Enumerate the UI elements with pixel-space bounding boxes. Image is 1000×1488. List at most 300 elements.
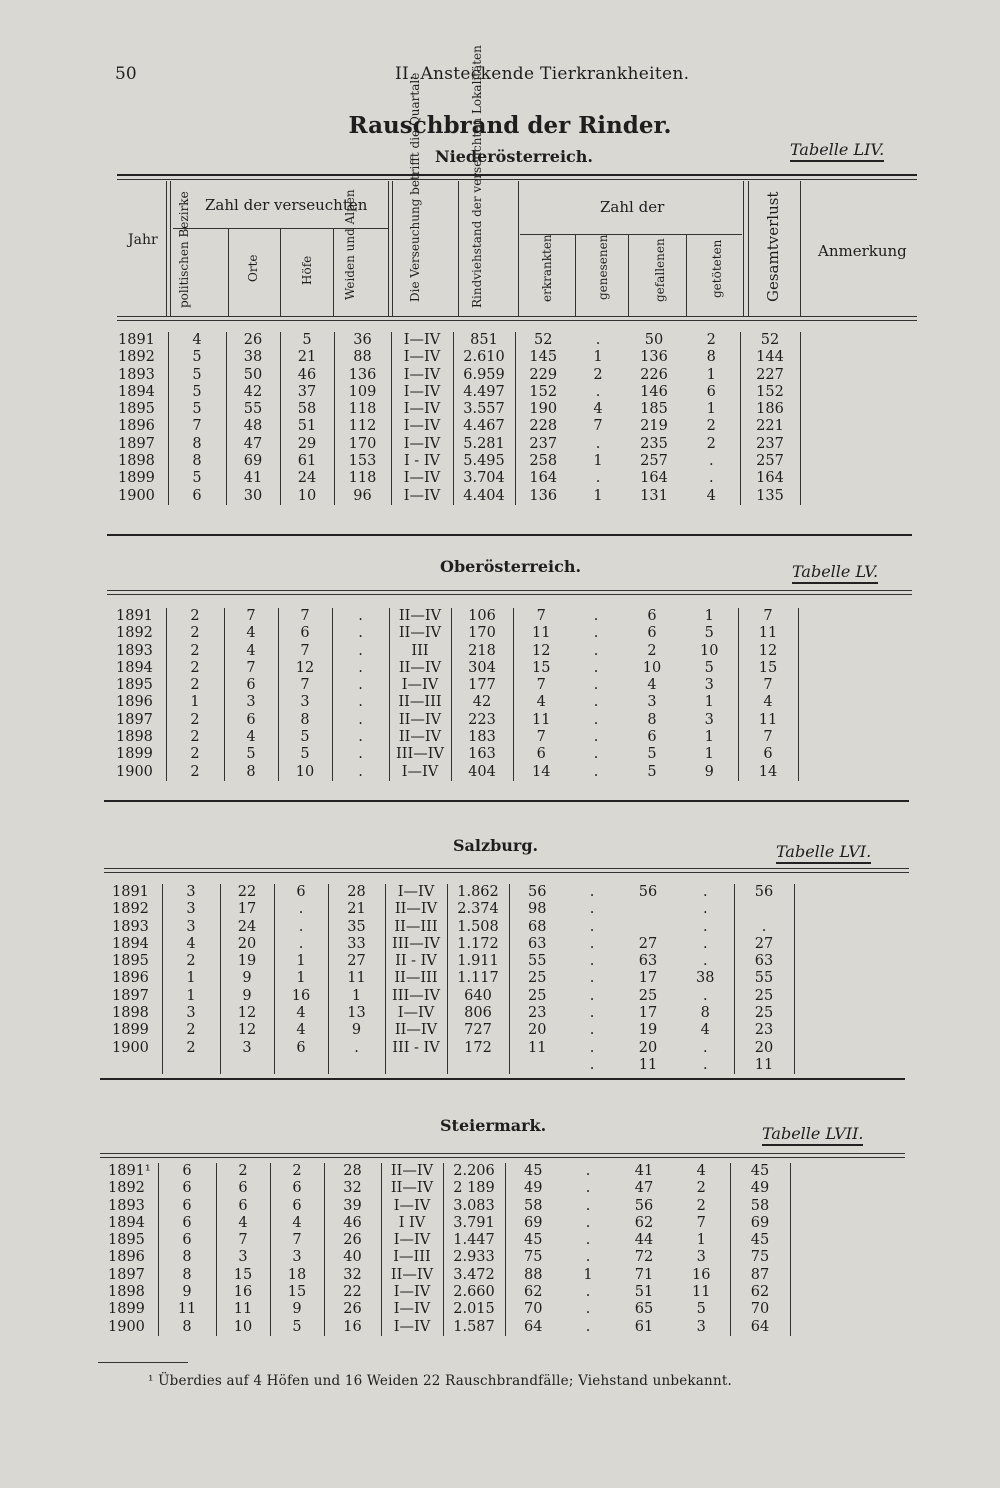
cell-gefallenen: 19: [638, 1022, 658, 1039]
cell-year: 1893: [104, 919, 162, 936]
cell-rindviehstand: 183: [451, 729, 513, 746]
cell-gesamtverlust: 20: [734, 1040, 794, 1057]
cell-weiden-alpen: 27: [328, 953, 385, 970]
cell-erkrankten: 75: [524, 1249, 543, 1266]
cell-gesamtverlust: 11: [738, 625, 798, 642]
cell-gesamtverlust: 75: [730, 1249, 790, 1266]
table-steiermark: [100, 1163, 791, 1336]
cell-gefallenen: 62: [634, 1214, 654, 1231]
cell-genesenen: .: [585, 1318, 591, 1335]
cell-orte: 41: [226, 470, 280, 487]
cell-orte: 6: [216, 1198, 270, 1215]
cell-hoefe: .: [274, 919, 328, 936]
cell-hoefe: 18: [270, 1267, 324, 1284]
cell-getoeteten: 5: [681, 660, 738, 677]
cell-genesenen: .: [593, 608, 599, 624]
cell-gefallenen: 47: [634, 1180, 654, 1197]
cell-genesenen: .: [593, 625, 599, 642]
cell-rindviehstand: 1.117: [447, 970, 509, 987]
header-vline: [628, 234, 629, 316]
cell-weiden-alpen: .: [328, 1040, 385, 1057]
table-label-lvii: Tabelle LVII.: [762, 1124, 863, 1146]
cell-gesamtverlust: 186: [740, 401, 800, 418]
cell-weiden-alpen: 32: [324, 1267, 381, 1284]
cell-politische-bezirke: 9: [158, 1284, 216, 1301]
header-getoeteten: getöteten: [710, 239, 724, 298]
cell-weiden-alpen: 88: [334, 349, 391, 366]
section-rule-3: [100, 1078, 905, 1080]
cell-rindviehstand: 4.497: [453, 384, 515, 401]
table-row: [104, 1040, 794, 1057]
cell-erkrankten: 11: [532, 625, 551, 642]
table-row: [100, 1198, 790, 1215]
cell-getoeteten: 1: [681, 608, 738, 625]
cell-orte: 4: [224, 729, 278, 746]
cell-weiden-alpen: .: [332, 746, 389, 763]
cell-rindviehstand: 2.610: [453, 349, 515, 366]
cell-erkrankten: 229: [529, 366, 558, 383]
table-row: [104, 1057, 794, 1074]
cell-rindviehstand: 2.206: [443, 1163, 505, 1180]
cell-gefallenen: 5: [647, 746, 657, 763]
cell-erkrankten: 11: [532, 711, 551, 728]
table-row: [104, 884, 794, 901]
cell-getoeteten: 4: [673, 1163, 730, 1180]
cell-gefallenen: 41: [634, 1163, 654, 1179]
header-bottom-rule: [117, 316, 917, 317]
cell-politische-bezirke: 6: [158, 1198, 216, 1215]
cell-quartale: II - IV: [385, 953, 447, 970]
cell-erkrankten: 6: [536, 746, 546, 763]
cell-year: 1895: [108, 677, 166, 694]
cell-orte: 3: [220, 1040, 274, 1057]
cell-gefallenen: [619, 919, 677, 936]
cell-erkrankten: 98: [528, 901, 547, 918]
cell-erkrankten: 64: [524, 1318, 543, 1335]
table-row: [108, 677, 798, 694]
cell-rindviehstand: 3.557: [453, 401, 515, 418]
cell-rindviehstand: 172: [447, 1040, 509, 1057]
cell-year: 1891: [110, 332, 168, 349]
section-title-steiermark: Steiermark.: [440, 1116, 547, 1135]
table-row: [108, 660, 798, 677]
cell-politische-bezirke: 7: [168, 418, 226, 435]
section-rule-3b: [100, 1153, 905, 1154]
cell-hoefe: 29: [280, 436, 334, 453]
cell-orte: 12: [220, 1022, 274, 1039]
cell-quartale: II—III: [385, 970, 447, 987]
cell-year: 1896: [100, 1249, 158, 1266]
cell-orte: 4: [216, 1215, 270, 1232]
cell-gesamtverlust: 135: [740, 488, 800, 505]
cell-weiden-alpen: 109: [334, 384, 391, 401]
cell-hoefe: 7: [278, 643, 332, 660]
cell-rindviehstand: 170: [451, 625, 513, 642]
cell-year: 1892: [104, 901, 162, 918]
cell-politische-bezirke: 5: [168, 470, 226, 487]
cell-gesamtverlust: 257: [740, 453, 800, 470]
cell-hoefe: 1: [274, 953, 328, 970]
cell-gesamtverlust: 12: [738, 643, 798, 660]
cell-rindviehstand: 223: [451, 712, 513, 729]
cell-erkrankten: 69: [524, 1214, 543, 1231]
cell-orte: 7: [224, 660, 278, 677]
cell-hoefe: 10: [280, 488, 334, 505]
cell-year: 1895: [100, 1232, 158, 1249]
header-top-rule-2: [117, 179, 917, 180]
cell-year: 1897: [108, 712, 166, 729]
cell-gesamtverlust: 49: [730, 1180, 790, 1197]
cell-getoeteten: .: [677, 953, 734, 970]
cell-weiden-alpen: 118: [334, 401, 391, 418]
cell-gesamtverlust: 11: [734, 1057, 794, 1074]
cell-orte: 11: [216, 1301, 270, 1318]
cell-rindviehstand: 177: [451, 677, 513, 694]
header-vline: [575, 234, 576, 316]
cell-rindviehstand: 106: [451, 608, 513, 625]
cell-rindviehstand: 42: [451, 694, 513, 711]
header-vline: [686, 234, 687, 316]
cell-genesenen: .: [595, 332, 601, 348]
cell-orte: 69: [226, 453, 280, 470]
cell-year: 1892: [110, 349, 168, 366]
cell-getoeteten: .: [677, 884, 734, 901]
cell-hoefe: 1: [274, 970, 328, 987]
cell-quartale: I—IV: [381, 1198, 443, 1215]
cell-gefallenen: 56: [638, 884, 658, 900]
cell-orte: 30: [226, 488, 280, 505]
cell-hoefe: .: [274, 901, 328, 918]
cell-gefallenen: 6: [647, 625, 657, 642]
cell-erkrankten: 136: [529, 487, 558, 504]
cell-getoeteten: 9: [681, 764, 738, 781]
header-gefallenen: gefallenen: [653, 238, 667, 302]
cell-weiden-alpen: [328, 1057, 385, 1074]
cell-hoefe: 5: [270, 1319, 324, 1336]
table-row: [108, 746, 798, 763]
cell-weiden-alpen: 26: [324, 1301, 381, 1318]
table-row: [104, 988, 794, 1005]
cell-genesenen: .: [585, 1197, 591, 1214]
cell-quartale: I—IV: [391, 418, 453, 435]
cell-weiden-alpen: 1: [328, 988, 385, 1005]
cell-quartale: II—IV: [385, 901, 447, 918]
cell-getoeteten: 2: [673, 1198, 730, 1215]
table-row: [110, 470, 800, 487]
cell-weiden-alpen: .: [332, 677, 389, 694]
cell-getoeteten: 2: [683, 436, 740, 453]
cell-quartale: III - IV: [385, 1040, 447, 1057]
cell-politische-bezirke: 8: [158, 1249, 216, 1266]
header-vline: [392, 181, 393, 316]
cell-orte: 6: [224, 712, 278, 729]
cell-genesenen: .: [593, 763, 599, 780]
cell-getoeteten: 4: [683, 488, 740, 505]
cell-orte: 24: [220, 919, 274, 936]
cell-genesenen: .: [589, 901, 595, 918]
cell-genesenen: .: [593, 642, 599, 659]
cell-getoeteten: 5: [673, 1301, 730, 1318]
cell-erkrankten: 63: [528, 935, 547, 952]
cell-gefallenen: 61: [634, 1318, 654, 1335]
cell-hoefe: 16: [274, 988, 328, 1005]
cell-erkrankten: 49: [524, 1180, 543, 1197]
cell-gefallenen: 257: [640, 453, 668, 470]
cell-politische-bezirke: 2: [166, 660, 224, 677]
cell-quartale: II—III: [389, 694, 451, 711]
cell-politische-bezirke: 1: [162, 988, 220, 1005]
cell-gefallenen: 146: [640, 383, 668, 400]
cell-politische-bezirke: 3: [162, 1005, 220, 1022]
cell-getoeteten: .: [677, 901, 734, 918]
cell-gesamtverlust: 15: [738, 660, 798, 677]
cell-orte: 4: [224, 625, 278, 642]
cell-rindviehstand: 4.467: [453, 418, 515, 435]
cell-gesamtverlust: 45: [730, 1163, 790, 1180]
cell-year: 1896: [108, 694, 166, 711]
cell-hoefe: 4: [274, 1022, 328, 1039]
cell-weiden-alpen: 35: [328, 919, 385, 936]
cell-gefallenen: 72: [634, 1249, 654, 1266]
cell-year: 1893: [108, 643, 166, 660]
cell-gesamtverlust: 152: [740, 384, 800, 401]
cell-gefallenen: 219: [640, 418, 668, 435]
section-title-niederoesterreich: Niederösterreich.: [435, 147, 593, 166]
cell-quartale: III—IV: [385, 936, 447, 953]
cell-gesamtverlust: 4: [738, 694, 798, 711]
cell-orte: 55: [226, 401, 280, 418]
cell-hoefe: 5: [278, 746, 332, 763]
cell-orte: 47: [226, 436, 280, 453]
cell-erkrankten: 20: [528, 1022, 547, 1039]
section-title-salzburg: Salzburg.: [453, 836, 539, 855]
cell-gefallenen: 10: [642, 659, 662, 676]
header-genesenen: genesenen: [596, 234, 610, 300]
cell-genesenen: 7: [593, 418, 603, 435]
cell-erkrankten: 12: [532, 642, 551, 659]
cell-quartale: I - IV: [391, 453, 453, 470]
cell-quartale: I—IV: [391, 332, 453, 349]
cell-gefallenen: 65: [634, 1301, 654, 1318]
cell-rindviehstand: 640: [447, 988, 509, 1005]
cell-genesenen: .: [593, 711, 599, 728]
cell-genesenen: .: [595, 435, 601, 452]
section-rule-3c: [100, 1157, 905, 1158]
cell-erkrankten: [509, 1057, 565, 1074]
table-row: [110, 384, 800, 401]
cell-year: 1891: [104, 884, 162, 901]
cell-erkrankten: 145: [529, 349, 558, 366]
table-row: [104, 953, 794, 970]
cell-politische-bezirke: 6: [158, 1163, 216, 1180]
cell-gefallenen: 50: [644, 332, 664, 348]
cell-politische-bezirke: 2: [162, 953, 220, 970]
cell-quartale: II—IV: [381, 1180, 443, 1197]
cell-getoeteten: 2: [683, 332, 740, 349]
cell-weiden-alpen: .: [332, 608, 389, 625]
cell-weiden-alpen: .: [332, 712, 389, 729]
cell-weiden-alpen: 36: [334, 332, 391, 349]
cell-genesenen: 1: [593, 349, 603, 366]
cell-politische-bezirke: [162, 1057, 220, 1074]
cell-quartale: I—III: [381, 1249, 443, 1266]
header-vline: [333, 228, 334, 316]
cell-gefallenen: 17: [638, 1005, 658, 1022]
cell-orte: 48: [226, 418, 280, 435]
cell-year: 1899: [110, 470, 168, 487]
cell-gesamtverlust: 164: [740, 470, 800, 487]
section-rule-2c: [104, 872, 909, 873]
cell-getoeteten: 16: [673, 1267, 730, 1284]
cell-year: [104, 1057, 162, 1074]
cell-rindviehstand: 3.083: [443, 1198, 505, 1215]
cell-quartale: I—IV: [391, 384, 453, 401]
header-politische-bezirke: politischen Bezirke: [177, 191, 191, 308]
cell-genesenen: .: [593, 659, 599, 676]
cell-orte: 16: [216, 1284, 270, 1301]
cell-politische-bezirke: 2: [166, 643, 224, 660]
cell-rindviehstand: 1.447: [443, 1232, 505, 1249]
cell-genesenen: .: [595, 470, 601, 487]
cell-erkrankten: 52: [534, 332, 553, 348]
cell-orte: 9: [220, 988, 274, 1005]
cell-politische-bezirke: 8: [168, 436, 226, 453]
cell-politische-bezirke: 3: [162, 919, 220, 936]
cell-orte: 38: [226, 349, 280, 366]
cell-weiden-alpen: 112: [334, 418, 391, 435]
header-bottom-rule-2: [117, 320, 917, 321]
cell-politische-bezirke: 5: [168, 384, 226, 401]
cell-genesenen: .: [589, 1005, 595, 1022]
cell-rindviehstand: 163: [451, 746, 513, 763]
cell-politische-bezirke: 8: [158, 1319, 216, 1336]
cell-gesamtverlust: 63: [734, 953, 794, 970]
cell-gesamtverlust: 62: [730, 1284, 790, 1301]
table-row: [104, 901, 794, 918]
cell-gefallenen: 226: [640, 366, 668, 383]
cell-erkrankten: 56: [528, 884, 547, 900]
header-gesamtverlust: Gesamtverlust: [764, 191, 782, 302]
table-label-lvi: Tabelle LVI.: [776, 842, 871, 864]
cell-gesamtverlust: 64: [730, 1319, 790, 1336]
header-vline: [170, 181, 171, 316]
page-number: 50: [115, 64, 137, 84]
cell-getoeteten: .: [677, 1040, 734, 1057]
table-row: [110, 453, 800, 470]
cell-hoefe: 21: [280, 349, 334, 366]
cell-politische-bezirke: 11: [158, 1301, 216, 1318]
table-row: [108, 608, 798, 625]
cell-genesenen: .: [593, 677, 599, 694]
cell-weiden-alpen: .: [332, 660, 389, 677]
table-row: [108, 712, 798, 729]
header-vline: [388, 181, 389, 316]
cell-gefallenen: 185: [640, 401, 668, 418]
cell-genesenen: .: [589, 1022, 595, 1039]
cell-quartale: II—IV: [389, 608, 451, 625]
cell-weiden-alpen: 40: [324, 1249, 381, 1266]
cell-genesenen: .: [585, 1232, 591, 1249]
cell-gesamtverlust: 7: [738, 729, 798, 746]
cell-weiden-alpen: .: [332, 729, 389, 746]
cell-genesenen: .: [589, 935, 595, 952]
cell-rindviehstand: 1.508: [447, 919, 509, 936]
section-rule-1b: [107, 590, 912, 591]
cell-rindviehstand: 1.172: [447, 936, 509, 953]
running-title: II. Ansteckende Tierkrankheiten.: [395, 64, 690, 84]
cell-weiden-alpen: 32: [324, 1180, 381, 1197]
cell-gesamtverlust: 237: [740, 436, 800, 453]
table-row: [108, 625, 798, 642]
table-row: [104, 1005, 794, 1022]
cell-rindviehstand: 1.911: [447, 953, 509, 970]
cell-gesamtverlust: 25: [734, 1005, 794, 1022]
cell-orte: 7: [216, 1232, 270, 1249]
cell-gesamtverlust: 27: [734, 936, 794, 953]
cell-gefallenen: 25: [638, 987, 658, 1004]
cell-erkrankten: 45: [524, 1232, 543, 1249]
cell-getoeteten: 1: [681, 694, 738, 711]
header-zahl-der-verseuchten: Zahl der verseuchten: [205, 196, 368, 214]
cell-year: 1898: [104, 1005, 162, 1022]
header-vline: [228, 228, 229, 316]
cell-politische-bezirke: 6: [168, 488, 226, 505]
cell-orte: 10: [216, 1319, 270, 1336]
cell-politische-bezirke: 2: [166, 746, 224, 763]
cell-rindviehstand: 851: [453, 332, 515, 349]
cell-gefallenen: 136: [640, 349, 668, 366]
cell-getoeteten: .: [683, 470, 740, 487]
cell-getoeteten: 4: [677, 1022, 734, 1039]
cell-gesamtverlust: 45: [730, 1232, 790, 1249]
cell-rindviehstand: 2.933: [443, 1249, 505, 1266]
cell-gefallenen: 5: [647, 763, 657, 780]
cell-orte: 2: [216, 1163, 270, 1180]
cell-quartale: II—IV: [389, 625, 451, 642]
table-row: [100, 1284, 790, 1301]
table-oberoesterreich: [108, 608, 799, 781]
section-rule-2: [104, 800, 909, 802]
cell-weiden-alpen: 170: [334, 436, 391, 453]
cell-gesamtverlust: 144: [740, 349, 800, 366]
cell-getoeteten: 5: [681, 625, 738, 642]
cell-genesenen: .: [593, 746, 599, 763]
cell-erkrankten: 11: [528, 1039, 547, 1056]
cell-getoeteten: 10: [681, 643, 738, 660]
cell-quartale: II—IV: [381, 1163, 443, 1180]
cell-erkrankten: 190: [529, 401, 558, 418]
cell-erkrankten: 14: [532, 763, 551, 780]
cell-orte: 17: [220, 901, 274, 918]
cell-hoefe: 6: [274, 884, 328, 901]
table-row: [110, 332, 800, 349]
table-row: [100, 1180, 790, 1197]
cell-genesenen: .: [585, 1301, 591, 1318]
cell-hoefe: 9: [270, 1301, 324, 1318]
cell-orte: 4: [224, 643, 278, 660]
cell-year: 1897: [100, 1267, 158, 1284]
cell-getoeteten: 11: [673, 1284, 730, 1301]
cell-orte: 3: [224, 694, 278, 711]
cell-getoeteten: 3: [681, 712, 738, 729]
cell-gefallenen: 164: [640, 470, 668, 487]
footnote: ¹ Überdies auf 4 Höfen und 16 Weiden 22 Rauschbrandfälle; Viehstand unbekannt.: [148, 1373, 732, 1389]
cell-rindviehstand: 4.404: [453, 488, 515, 505]
cell-gefallenen: 4: [647, 677, 657, 694]
cell-year: 1893: [110, 367, 168, 384]
cell-year: 1891¹: [100, 1163, 158, 1180]
cell-getoeteten: 3: [673, 1249, 730, 1266]
